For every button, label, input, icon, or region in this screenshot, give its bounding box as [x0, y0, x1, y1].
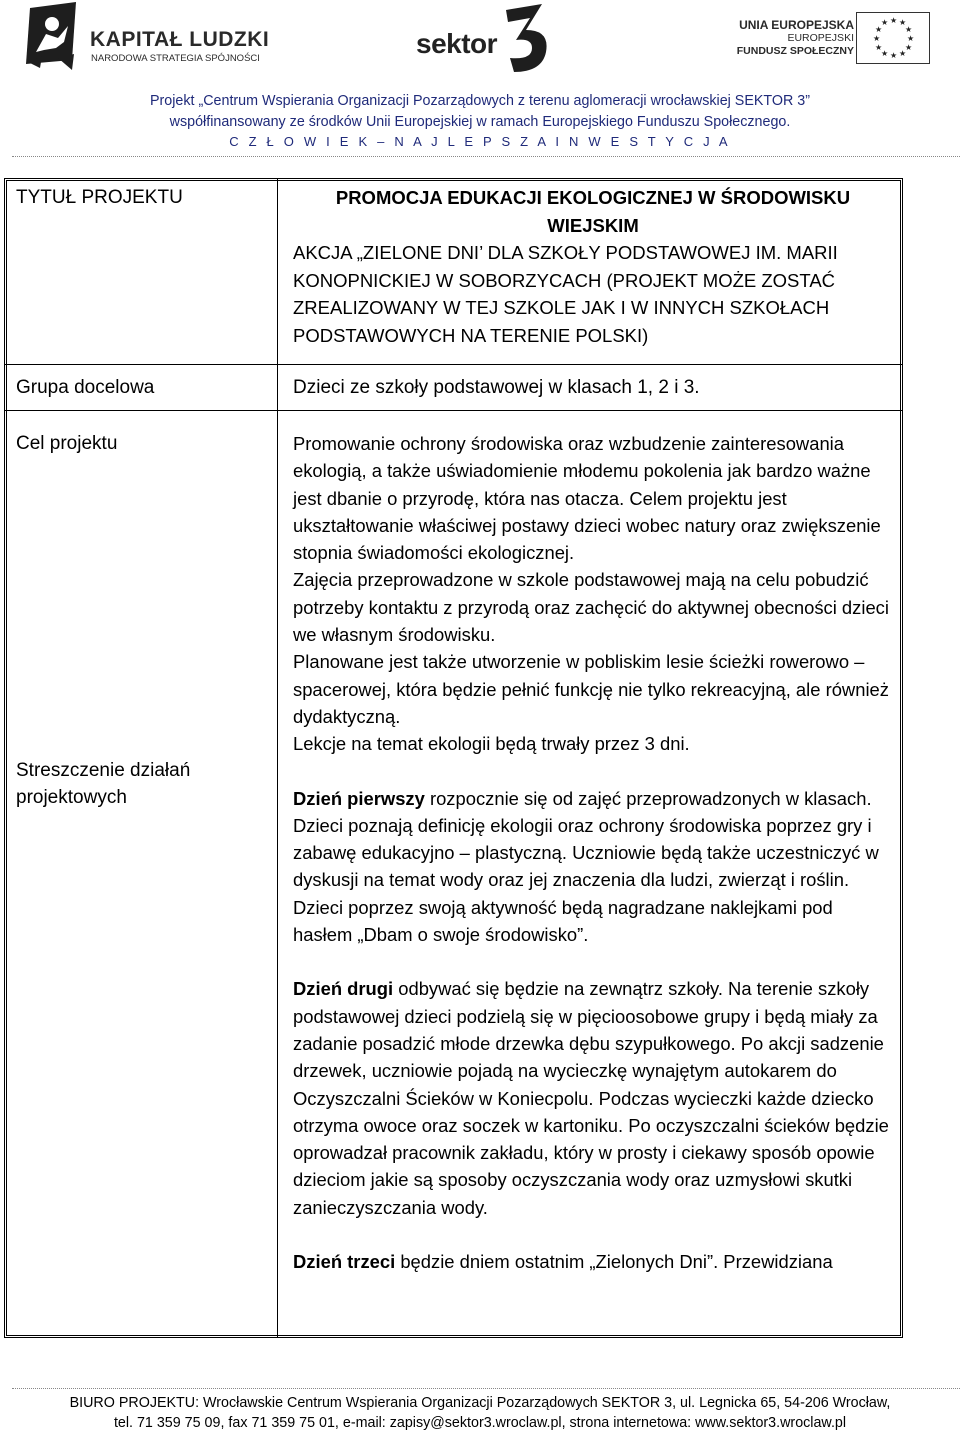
footer-address: BIURO PROJEKTU: Wrocławskie Centrum Wspierania Organizacji Pozarządowych SEKTOR 3, ul. Legnicka 65, 54-206 Wrocław, — [69, 1395, 891, 1411]
summary-label: Streszczenie działań projektowych — [16, 760, 191, 808]
project-motto: C Z Ł O W I E K – N A J L E P S Z A I N W E S T Y C J A — [229, 134, 731, 149]
sektor3-word: sektor — [416, 28, 498, 59]
day-2-label: Dzień drugi — [293, 978, 394, 1000]
kapital-ludzki-emblem-icon — [22, 2, 84, 72]
goal-paragraph: Zajęcia przeprowadzone w szkole podstawowej mają na celu pobudzić potrzeby kontaktu z przyrodą oraz zachęcić do aktywnej obecności dzieci we własnym środowisku. — [293, 569, 889, 646]
eu-line-3: FUNDUSZ SPOŁECZNY — [736, 45, 854, 57]
day-3-label: Dzień trzeci — [293, 1251, 396, 1273]
kapital-ludzki-subtitle: NARODOWA STRATEGIA SPÓJNOŚCI — [91, 53, 260, 64]
table-row-divider — [4, 364, 903, 365]
svg-text:★: ★ — [905, 25, 913, 34]
footer-contact: tel. 71 359 75 09, fax 71 359 75 01, e-mail: zapisy@sektor3.wroclaw.pl, strona internetowa: www.sektor3.wroclaw.pl — [113, 1415, 847, 1431]
svg-text:★: ★ — [890, 16, 898, 25]
svg-text:★: ★ — [899, 18, 907, 27]
header-logos — [0, 0, 960, 88]
title-value — [293, 184, 893, 349]
svg-text:★: ★ — [875, 43, 883, 52]
svg-text:★: ★ — [905, 43, 913, 52]
day-1-label: Dzień pierwszy — [293, 787, 425, 809]
day-2-paragraph — [293, 975, 893, 1221]
svg-text:★: ★ — [890, 51, 898, 60]
svg-text:★: ★ — [881, 18, 889, 27]
header-divider — [12, 156, 960, 157]
eu-stars-icon — [857, 13, 928, 62]
eu-text — [737, 19, 854, 58]
footer-divider — [12, 1388, 960, 1389]
table-column-divider — [277, 178, 278, 1338]
title-label: TYTUŁ PROJEKTU — [16, 187, 183, 208]
svg-text:★: ★ — [899, 49, 907, 58]
table-row-divider — [4, 410, 903, 411]
eu-line-2: EUROPEJSKI — [787, 32, 854, 44]
day-3-paragraph — [293, 1248, 893, 1275]
project-line-2: współfinansowany ze środków Unii Europejskiej w ramach Europejskiego Funduszu Społecznego. — [169, 114, 791, 130]
day-1-paragraph — [293, 785, 893, 949]
summary-intro: Lekcje na temat ekologii będą trwały przez 3 dni. — [293, 733, 690, 755]
sektor3-logo — [410, 0, 570, 76]
kapital-ludzki-name: KAPITAŁ LUDZKI — [90, 28, 270, 51]
group-label: Grupa docelowa — [16, 377, 155, 398]
eu-line-1: UNIA EUROPEJSKA — [739, 18, 854, 32]
title-text: AKCJA „ZIELONE DNI’ DLA SZKOŁY PODSTAWOWEJ IM. MARII KONOPNICKIEJ W SOBORZYCACH (PROJEKT MOŻE ZOSTAĆ ZREALIZOWANY W TEJ SZKOLE JAK I W INNYCH SZKOŁACH PODSTAWOWYCH NA TERENIE POLSKI) — [293, 242, 838, 346]
kapital-ludzki-logo — [22, 2, 270, 74]
group-value: Dzieci ze szkoły podstawowej w klasach 1, 2 i 3. — [293, 377, 700, 398]
goal-paragraph: Promowanie ochrony środowiska oraz wzbudzenie zainteresowania ekologią, a także uświadomienie młodemu pokolenia jak bardzo ważne jest dbanie o przyrodę, która nas otacza. Celem projektu jest ukształtowanie właściwej postawy dzieci wobec natury oraz zwiększenie stopnia świadomości ekologicznej. — [293, 433, 881, 564]
svg-text:★: ★ — [881, 49, 889, 58]
goal-label: Cel projektu — [16, 433, 118, 454]
svg-text:★: ★ — [907, 34, 915, 43]
svg-text:★: ★ — [873, 34, 881, 43]
day-1-text: rozpocznie się od zajęć przeprowadzonych w klasach. Dzieci poznają definicję ekologii oraz ochrony środowiska poprzez gry i zabawę edukacyjno – plastyczną. Uczniowie będą także uczestniczyć w dyskusji na temat wody oraz jej znaczenia dla ludzi, zwierząt i roślin. Dzieci poprzez swoją aktywność będą nagradzane naklejkami pod hasłem „Dbam o swoje środowisko”. — [293, 787, 879, 946]
day-3-text: będzie dniem ostatnim „Zielonych Dni”. Przewidziana — [395, 1251, 833, 1273]
goal-paragraph: Planowane jest także utworzenie w pobliskim lesie ścieżki rowerowo – spacerowej, która będzie pełnić funkcję nie tylko rekreacyjną, ale również dydaktyczną. — [293, 651, 889, 727]
svg-text:★: ★ — [875, 25, 883, 34]
sektor3-number-3-icon — [496, 0, 556, 76]
day-2-text: odbywać się będzie na zewnątrz szkoły. Na terenie szkoły podstawowej dzieci podzielą się w pięcioosobowe grupy i będą miały za zadanie posadzić młode drzewka dębu szypułkowego. Po akcji sadzenie drzewek, uczniowie pojadą na wycieczkę wynajętym autokarem do Oczyszczalni Ścieków w Koniecpolu. Podczas wycieczki każde dziecko otrzyma owoce oraz soczek w kartoniku. Po oczyszczalni ścieków będzie oprowadzał pracownik zakładu, który w prosty i ciekawy sposób opowie dzieciom jakie są sposoby oczyszczania wody oraz uzmysłowi skutki zanieczyszczania wody. — [293, 978, 889, 1218]
content-cell — [293, 430, 893, 1275]
project-line-1: Projekt „Centrum Wspierania Organizacji Pozarządowych z terenu aglomeracji wrocławskiej SEKTOR 3” — [149, 93, 811, 109]
eu-logo — [736, 12, 948, 72]
title-bold: PROMOCJA EDUKACJI EKOLOGICZNEJ W ŚRODOWISKU WIEJSKIM — [335, 187, 851, 236]
eu-flag-icon — [856, 12, 930, 64]
